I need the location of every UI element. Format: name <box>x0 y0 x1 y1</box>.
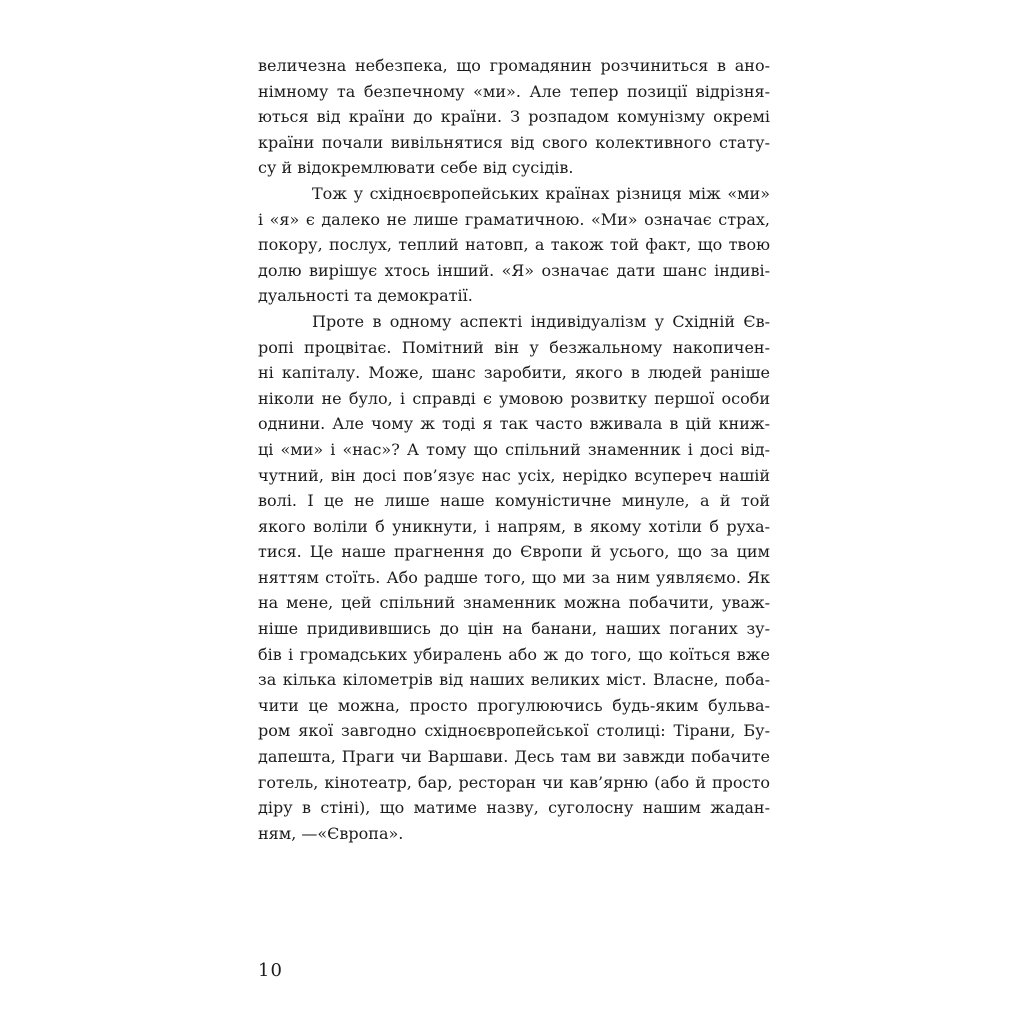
text-line: країни почали вивільнятися від свого колективного стату- <box>258 132 770 152</box>
text-line: ються від країни до країни. З розпадом комунізму окремі <box>258 107 770 127</box>
text-line: діру в стіні), що матиме назву, суголосну нашим жадан- <box>258 798 770 818</box>
text-line: однини. Але чому ж тоді я так часто вживала в цій книж- <box>258 414 770 434</box>
text-line: волі. І це не лише наше комуністичне минуле, а й той <box>258 491 770 511</box>
text-line: долю вирішує хтось інший. «Я» означає дати шанс індиві- <box>258 260 770 280</box>
text-line: і «я» є далеко не лише граматичною. «Ми» означає страх, <box>258 209 770 229</box>
body-text <box>258 53 770 846</box>
text-line: величезна небезпека, що громадянин розчиниться в ано- <box>258 56 770 75</box>
page-number: 10 <box>258 960 283 981</box>
text-line: якого воліли б уникнути, і напрям, в якому хотіли б руха- <box>258 516 770 536</box>
text-line: готель, кінотеатр, бар, ресторан чи кав’ярню (або й просто <box>258 772 770 792</box>
paragraph <box>258 309 770 846</box>
text-line: чити це можна, просто прогулюючись будь-яким бульва- <box>258 695 770 715</box>
text-line: дуальності та демократії. <box>258 286 473 306</box>
text-line: Проте в одному аспекті індивідуалізм у Східній Єв- <box>312 311 770 331</box>
paragraph <box>258 53 770 181</box>
text-line: ніше придивившись до цін на банани, наших поганих зу- <box>258 619 770 639</box>
text-line: чутний, він досі пов’язує нас усіх, нерідко всупереч нашій <box>258 465 770 485</box>
text-line: тися. Це наше прагнення до Європи й усього, що за цим <box>258 542 770 562</box>
text-line: ням, —«Європа». <box>258 823 404 843</box>
text-line: ром якої завгодно східноєвропейської столиці: Тірани, Бу- <box>258 721 770 741</box>
text-line: ніколи не було, і справді є умовою розвитку першої особи <box>258 388 770 408</box>
text-line: ці «ми» і «нас»? А тому що спільний знаменник і досі від- <box>258 439 770 459</box>
text-line: на мене, цей спільний знаменник можна побачити, уваж- <box>258 593 770 613</box>
text-line: няттям стоїть. Або радше того, що ми за ним уявляємо. Як <box>258 567 770 587</box>
paragraph <box>258 181 770 309</box>
text-line: су й відокремлювати себе від сусідів. <box>258 158 574 178</box>
text-line: ропі процвітає. Помітний він у безжальному накопичен- <box>258 337 770 357</box>
text-line: бів і громадських убиралень або ж до того, що коїться вже <box>258 644 770 664</box>
text-line: покору, послух, теплий натовп, а також той факт, що твою <box>258 235 770 255</box>
text-line: дапешта, Праги чи Варшави. Десь там ви завжди побачите <box>258 747 770 767</box>
text-line: Тож у східноєвропейських країнах різниця між «ми» <box>312 183 770 203</box>
text-line: за кілька кілометрів від наших великих міст. Власне, поба- <box>258 670 770 690</box>
text-line: німному та безпечному «ми». Але тепер позиції відрізня- <box>258 81 770 101</box>
text-line: ні капіталу. Може, шанс заробити, якого в людей раніше <box>258 363 770 383</box>
